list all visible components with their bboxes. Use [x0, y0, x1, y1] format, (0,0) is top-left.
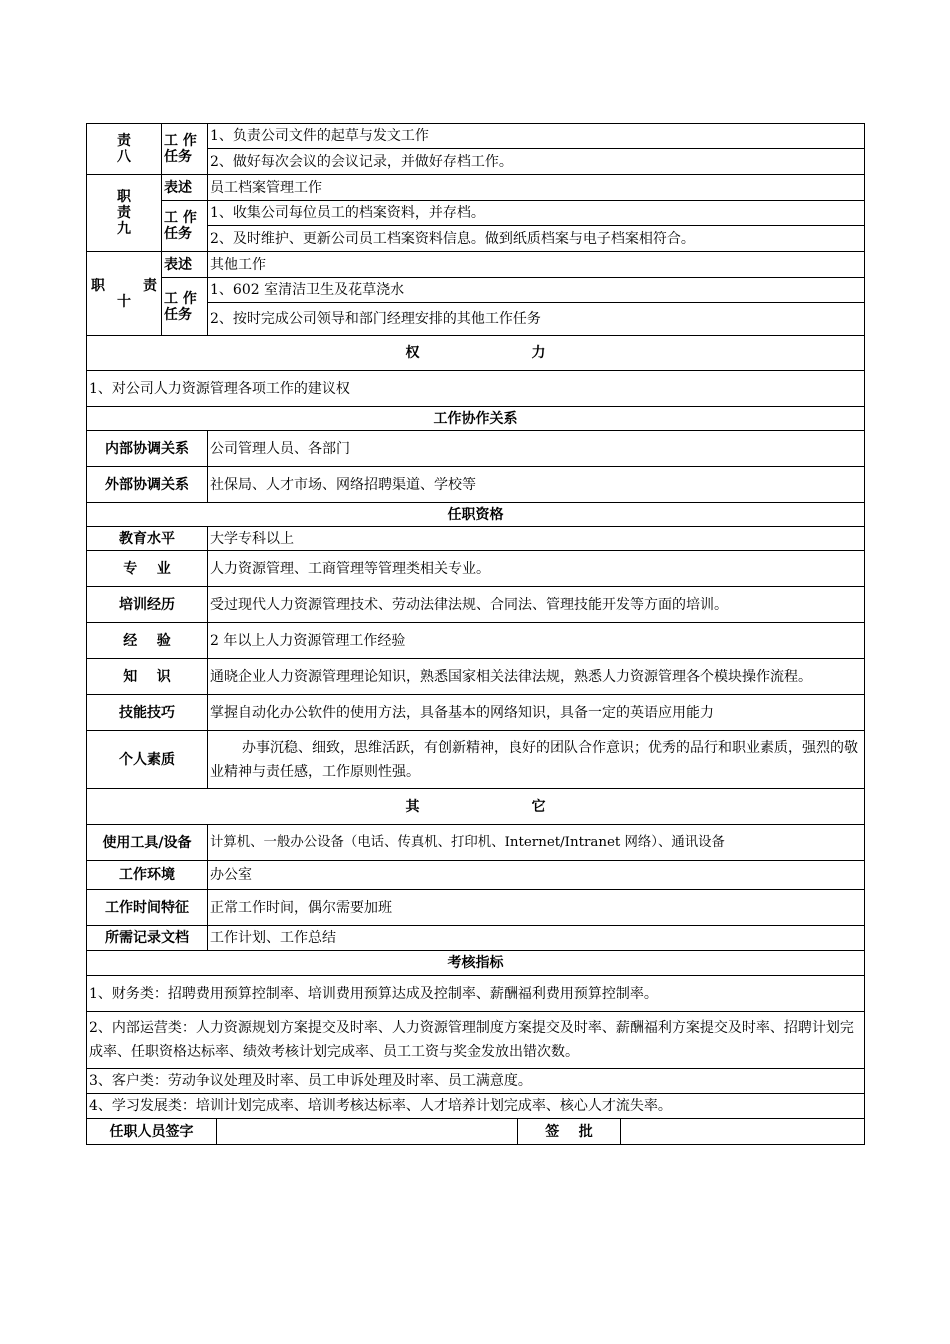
duty9-task-label: 工 作 任务 [162, 201, 208, 252]
qual-row [87, 551, 865, 587]
duty9-label: 职 责 九 [87, 175, 162, 252]
qual-row [87, 731, 865, 789]
duty10-label-c: 十 [117, 293, 131, 310]
qual-major-value: 人力资源管理、工商管理等管理类相关专业。 [208, 551, 865, 587]
collab-internal-value: 公司管理人员、各部门 [208, 431, 865, 467]
kpi-item-4: 4、学习发展类：培训计划完成率、培训考核达标率、人才培养计划完成率、核心人才流失率。 [87, 1094, 865, 1119]
collab-internal-label: 内部协调关系 [87, 431, 208, 467]
duty8-task-1: 1、负责公司文件的起草与发文工作 [208, 124, 865, 149]
others-docs-value: 工作计划、工作总结 [208, 926, 865, 951]
qual-training-value: 受过现代人力资源管理技术、劳动法律法规、合同法、管理技能开发等方面的培训。 [208, 587, 865, 623]
job-description-sheet [86, 123, 864, 1145]
duty10-task-1: 1、602 室清洁卫生及花草浇水 [208, 278, 865, 303]
duty10-label-a: 职 [91, 277, 105, 294]
qual-experience-label: 经 验 [87, 623, 208, 659]
collab-external-value: 社保局、人才市场、网络招聘渠道、学校等 [208, 467, 865, 503]
duty8-label: 责 八 [87, 124, 162, 175]
collab-header-row [87, 407, 865, 431]
others-header-row [87, 789, 865, 825]
collab-internal-row [87, 431, 865, 467]
collab-title: 工作协作关系 [87, 407, 865, 431]
job-description-table [86, 123, 865, 1145]
qual-knowledge-label: 知 识 [87, 659, 208, 695]
others-title [87, 789, 865, 825]
qual-title: 任职资格 [87, 503, 865, 527]
authority-item-1: 1、对公司人力资源管理各项工作的建议权 [87, 371, 865, 407]
qual-major-label: 专 业 [87, 551, 208, 587]
duty9-task-1: 1、收集公司每位员工的档案资料，并存档。 [208, 201, 865, 226]
others-title-a: 其 [405, 798, 420, 815]
duty10-label-b: 责 [143, 277, 157, 294]
qual-knowledge-value: 通晓企业人力资源管理理论知识，熟悉国家相关法律法规，熟悉人力资源管理各个模块操作流程。 [208, 659, 865, 695]
duty8-row1 [87, 124, 865, 149]
qual-row [87, 623, 865, 659]
kpi-row [87, 976, 865, 1012]
qual-personal-label: 个人素质 [87, 731, 208, 789]
qual-row [87, 695, 865, 731]
others-tools-label: 使用工具/设备 [87, 825, 208, 861]
others-row [87, 825, 865, 861]
kpi-row [87, 1094, 865, 1119]
collab-external-row [87, 467, 865, 503]
duty10-label [87, 252, 162, 336]
others-tools-value: 计算机、一般办公设备（电话、传真机、打印机、Internet/Intranet 网络）、通讯设备 [208, 825, 865, 861]
others-env-value: 办公室 [208, 861, 865, 890]
kpi-row [87, 1069, 865, 1094]
duty9-desc: 员工档案管理工作 [208, 175, 865, 201]
kpi-title: 考核指标 [87, 951, 865, 976]
qual-row [87, 659, 865, 695]
collab-external-label: 外部协调关系 [87, 467, 208, 503]
qual-skill-label: 技能技巧 [87, 695, 208, 731]
qual-row [87, 527, 865, 551]
others-docs-label: 所需记录文档 [87, 926, 208, 951]
duty10-desc-label: 表述 [162, 252, 208, 278]
duty10-label-top [87, 278, 161, 294]
authority-title [87, 336, 865, 371]
duty10-row2 [87, 278, 865, 303]
approval-label: 签 批 [518, 1119, 621, 1145]
others-time-label: 工作时间特征 [87, 890, 208, 926]
duty10-task-2: 2、按时完成公司领导和部门经理安排的其他工作任务 [208, 303, 865, 336]
qual-header-row [87, 503, 865, 527]
authority-header-row [87, 336, 865, 371]
qual-personal-value: 办事沉稳、细致，思维活跃，有创新精神，良好的团队合作意识；优秀的品行和职业素质，强烈的敬业精神与责任感，工作原则性强。 [208, 731, 865, 789]
holder-signature-field[interactable] [217, 1119, 518, 1145]
duty8-task-label: 工 作 任务 [162, 124, 208, 175]
kpi-item-3: 3、客户类：劳动争议处理及时率、员工申诉处理及时率、员工满意度。 [87, 1069, 865, 1094]
qual-skill-value: 掌握自动化办公软件的使用方法，具备基本的网络知识，具备一定的英语应用能力 [208, 695, 865, 731]
kpi-item-2: 2、内部运营类：人力资源规划方案提交及时率、人力资源管理制度方案提交及时率、薪酬福利方案提交及时率、招聘计划完成率、任职资格达标率、绩效考核计划完成率、员工工资与奖金发放出错次数。 [87, 1012, 865, 1069]
duty8-task-2: 2、做好每次会议的会议记录，并做好存档工作。 [208, 149, 865, 175]
others-row [87, 861, 865, 890]
qual-education-label: 教育水平 [87, 527, 208, 551]
duty10-desc: 其他工作 [208, 252, 865, 278]
others-row [87, 926, 865, 951]
duty10-task-label: 工 作 任务 [162, 278, 208, 336]
others-time-value: 正常工作时间，偶尔需要加班 [208, 890, 865, 926]
approval-field[interactable] [621, 1119, 865, 1145]
authority-title-a: 权 [405, 345, 420, 361]
others-title-b: 它 [531, 798, 546, 815]
qual-education-value: 大学专科以上 [208, 527, 865, 551]
qual-training-label: 培训经历 [87, 587, 208, 623]
others-env-label: 工作环境 [87, 861, 208, 890]
others-row [87, 890, 865, 926]
kpi-header-row [87, 951, 865, 976]
qual-row [87, 587, 865, 623]
kpi-row [87, 1012, 865, 1069]
signature-row [87, 1119, 865, 1145]
authority-row [87, 371, 865, 407]
duty9-row2 [87, 201, 865, 226]
duty9-row1 [87, 175, 865, 201]
duty9-task-2: 2、及时维护、更新公司员工档案资料信息。做到纸质档案与电子档案相符合。 [208, 226, 865, 252]
holder-signature-label: 任职人员签字 [87, 1119, 217, 1145]
duty10-row1 [87, 252, 865, 278]
qual-experience-value: 2 年以上人力资源管理工作经验 [208, 623, 865, 659]
duty9-desc-label: 表述 [162, 175, 208, 201]
authority-title-b: 力 [531, 345, 546, 361]
kpi-item-1: 1、财务类：招聘费用预算控制率、培训费用预算达成及控制率、薪酬福利费用预算控制率。 [87, 976, 865, 1012]
